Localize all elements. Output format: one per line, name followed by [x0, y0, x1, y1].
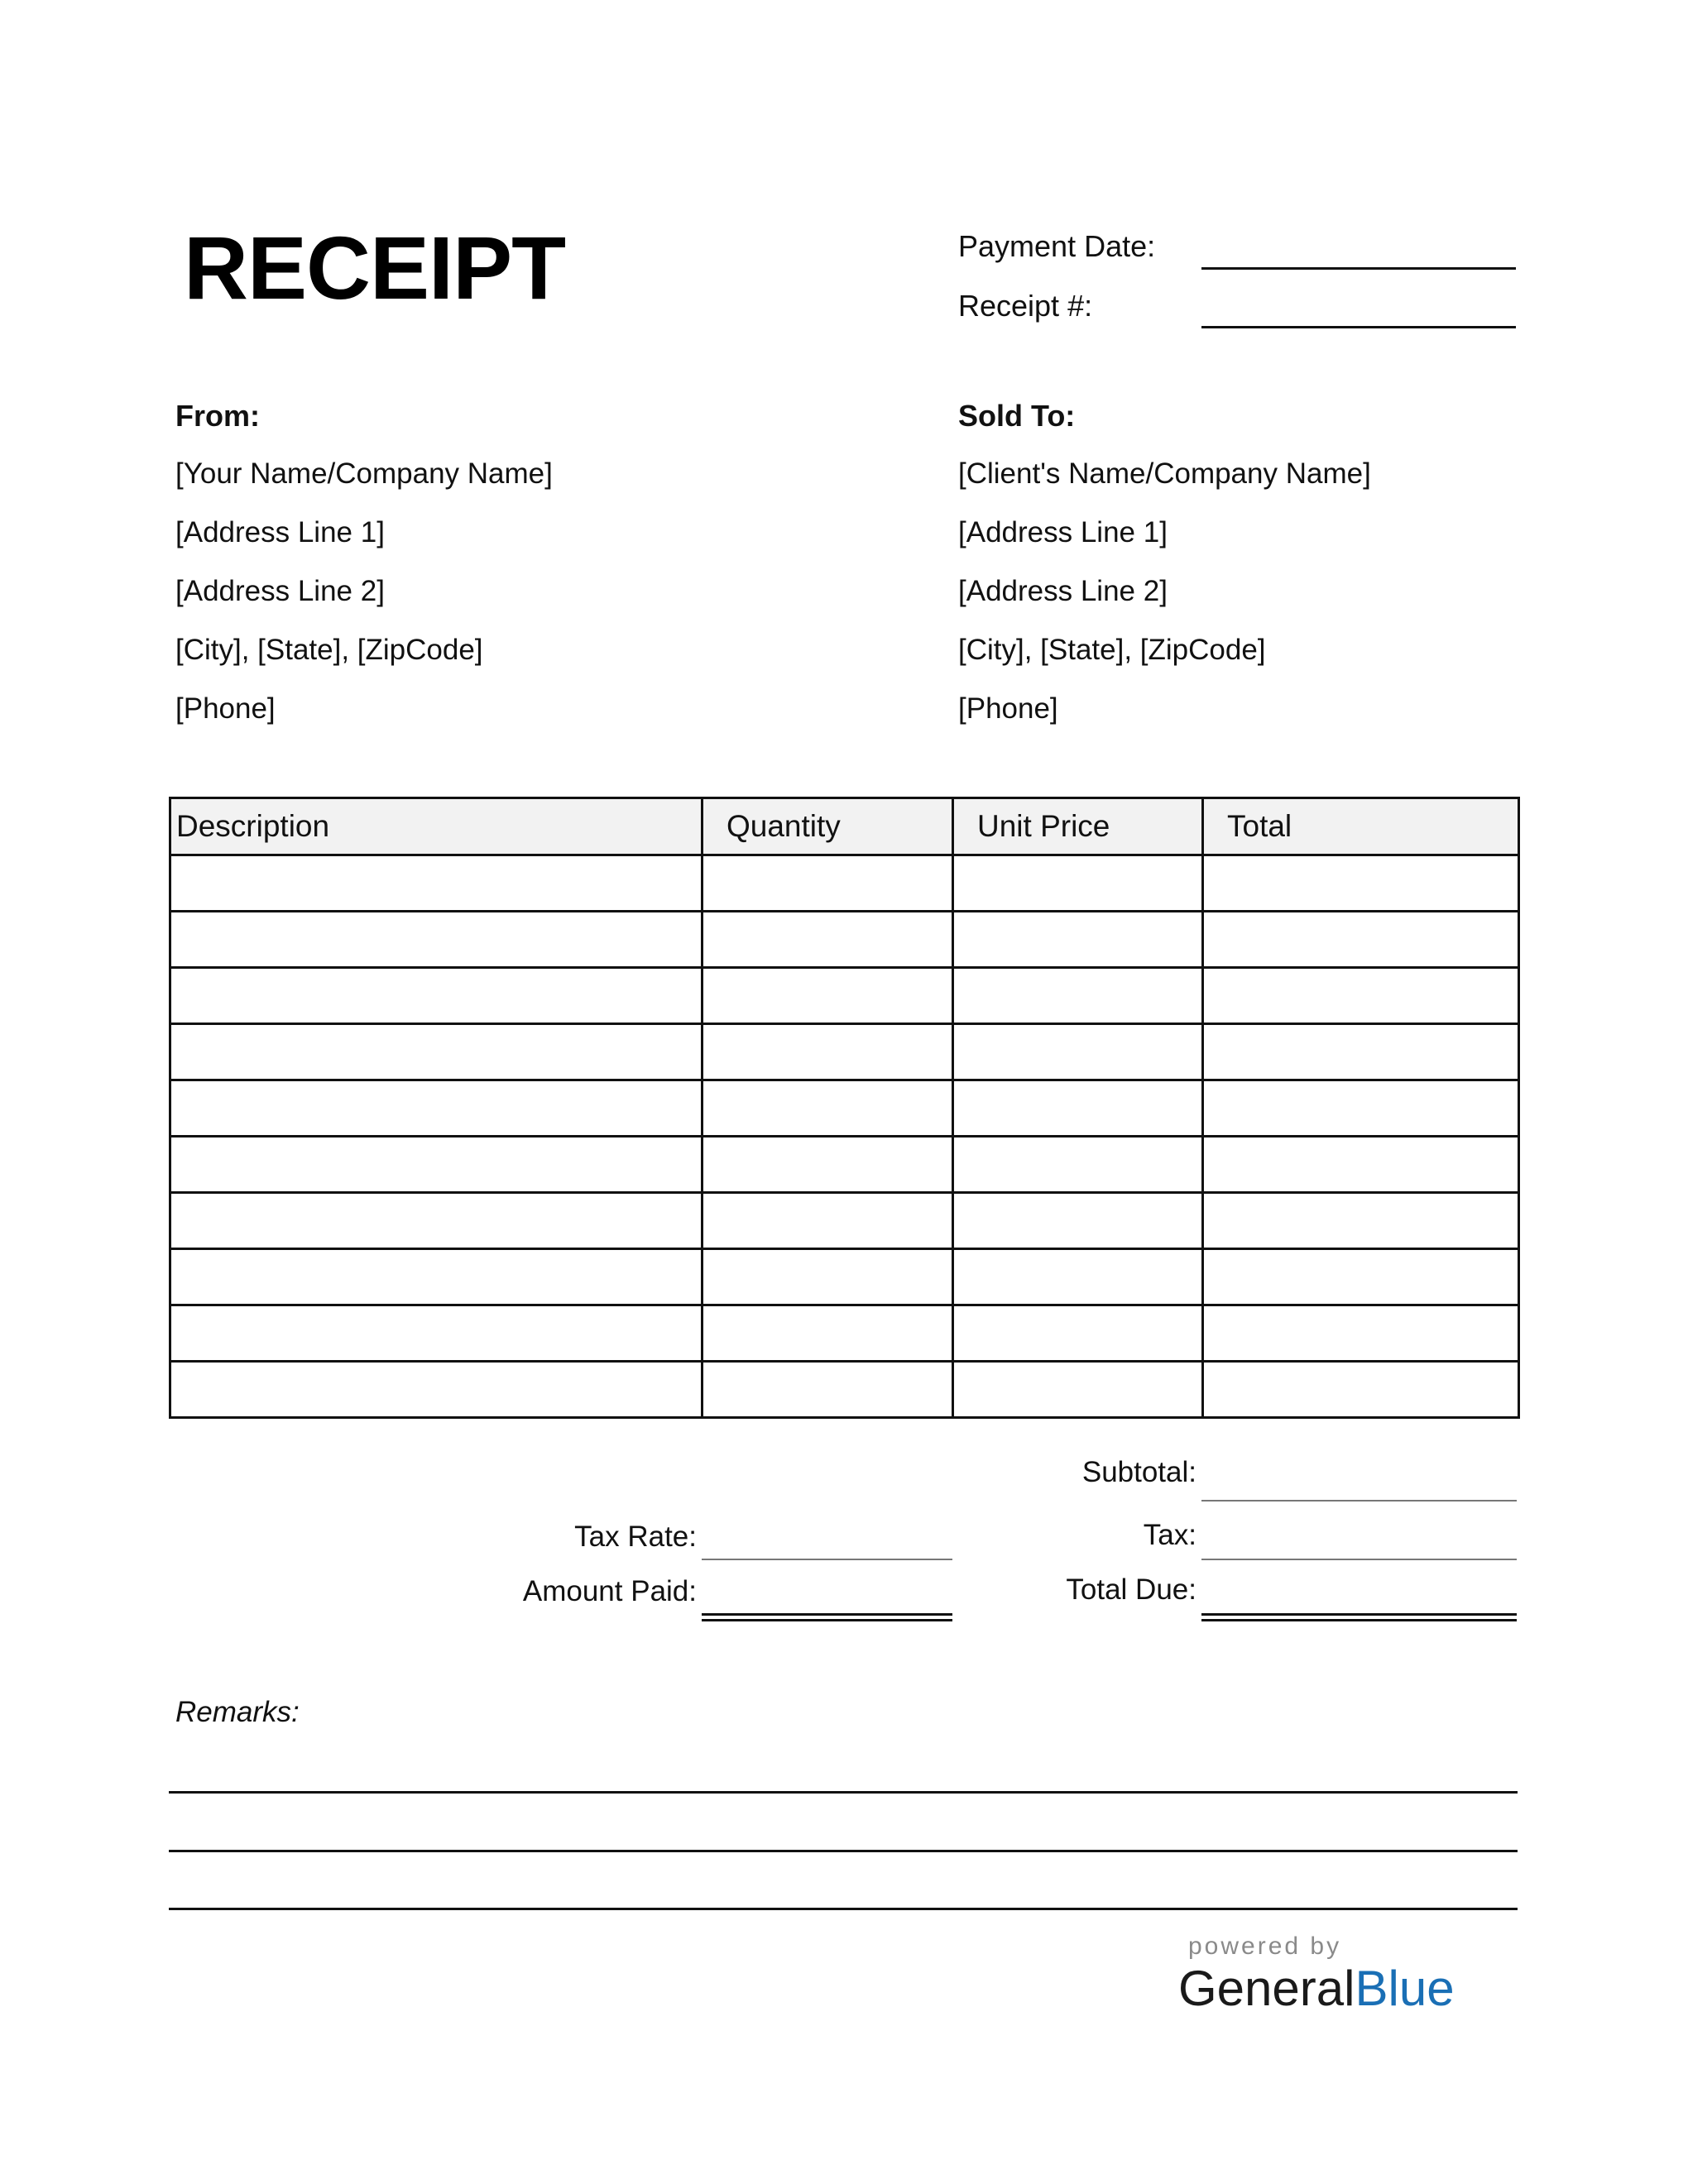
remarks-line-1[interactable] — [169, 1791, 1518, 1794]
cell-description[interactable] — [170, 1193, 703, 1249]
cell-quantity[interactable] — [703, 1080, 953, 1137]
cell-quantity[interactable] — [703, 1193, 953, 1249]
cell-quantity[interactable] — [703, 1024, 953, 1080]
from-city-state-zip: [City], [State], [ZipCode] — [175, 634, 483, 666]
remarks-label: Remarks: — [175, 1696, 300, 1728]
cell-description[interactable] — [170, 1137, 703, 1193]
total-due-field[interactable] — [1201, 1613, 1517, 1621]
subtotal-field[interactable] — [1201, 1500, 1517, 1502]
cell-unit-price[interactable] — [953, 1137, 1203, 1193]
cell-total[interactable] — [1203, 912, 1519, 968]
cell-unit-price[interactable] — [953, 968, 1203, 1024]
sold-to-heading: Sold To: — [958, 399, 1076, 433]
cell-description[interactable] — [170, 912, 703, 968]
table-row — [170, 855, 1519, 912]
cell-description[interactable] — [170, 1362, 703, 1418]
cell-unit-price[interactable] — [953, 1305, 1203, 1362]
logo-text-general: General — [1178, 1961, 1355, 2016]
cell-total[interactable] — [1203, 1193, 1519, 1249]
tax-rate-field[interactable] — [702, 1559, 952, 1560]
table-row — [170, 968, 1519, 1024]
sold-to-address-line-2: [Address Line 2] — [958, 575, 1168, 607]
tax-field[interactable] — [1201, 1559, 1517, 1560]
table-row — [170, 1362, 1519, 1418]
tax-label: Tax: — [1143, 1519, 1196, 1551]
tax-rate-label: Tax Rate: — [574, 1521, 697, 1553]
cell-quantity[interactable] — [703, 912, 953, 968]
receipt-number-label: Receipt #: — [958, 289, 1093, 323]
logo-text-blue: Blue — [1355, 1961, 1455, 2016]
powered-by-text: powered by — [1188, 1933, 1342, 1960]
sold-to-name: [Client's Name/Company Name] — [958, 457, 1371, 490]
cell-quantity[interactable] — [703, 1249, 953, 1305]
table-row — [170, 912, 1519, 968]
column-header-total: Total — [1203, 798, 1519, 855]
sold-to-city-state-zip: [City], [State], [ZipCode] — [958, 634, 1266, 666]
cell-quantity[interactable] — [703, 1362, 953, 1418]
cell-total[interactable] — [1203, 1080, 1519, 1137]
column-header-unit-price: Unit Price — [953, 798, 1203, 855]
subtotal-label: Subtotal: — [1081, 1456, 1196, 1488]
generalblue-logo — [1178, 1961, 1455, 2016]
cell-description[interactable] — [170, 1249, 703, 1305]
payment-date-label: Payment Date: — [958, 229, 1156, 263]
table-row — [170, 1080, 1519, 1137]
cell-quantity[interactable] — [703, 855, 953, 912]
cell-quantity[interactable] — [703, 1305, 953, 1362]
cell-total[interactable] — [1203, 1362, 1519, 1418]
table-row — [170, 1193, 1519, 1249]
column-header-quantity: Quantity — [703, 798, 953, 855]
cell-description[interactable] — [170, 1080, 703, 1137]
cell-unit-price[interactable] — [953, 1362, 1203, 1418]
cell-unit-price[interactable] — [953, 855, 1203, 912]
total-due-label: Total Due: — [1066, 1573, 1196, 1606]
column-header-description: Description — [170, 798, 703, 855]
table-row — [170, 1249, 1519, 1305]
cell-total[interactable] — [1203, 1024, 1519, 1080]
amount-paid-label: Amount Paid: — [522, 1575, 697, 1607]
sold-to-address-line-1: [Address Line 1] — [958, 516, 1168, 548]
payment-date-field[interactable] — [1201, 267, 1516, 270]
cell-description[interactable] — [170, 968, 703, 1024]
cell-unit-price[interactable] — [953, 1193, 1203, 1249]
cell-unit-price[interactable] — [953, 1249, 1203, 1305]
table-row — [170, 1137, 1519, 1193]
table-row — [170, 1024, 1519, 1080]
cell-total[interactable] — [1203, 1305, 1519, 1362]
table-row — [170, 1305, 1519, 1362]
from-heading: From: — [175, 399, 260, 433]
cell-description[interactable] — [170, 1305, 703, 1362]
cell-total[interactable] — [1203, 968, 1519, 1024]
sold-to-phone: [Phone] — [958, 692, 1058, 725]
receipt-number-field[interactable] — [1201, 326, 1516, 328]
cell-quantity[interactable] — [703, 968, 953, 1024]
from-phone: [Phone] — [175, 692, 276, 725]
cell-total[interactable] — [1203, 1249, 1519, 1305]
cell-description[interactable] — [170, 1024, 703, 1080]
cell-unit-price[interactable] — [953, 1024, 1203, 1080]
cell-total[interactable] — [1203, 1137, 1519, 1193]
remarks-line-2[interactable] — [169, 1850, 1518, 1852]
line-items-table — [169, 797, 1520, 1419]
receipt-title: RECEIPT — [184, 218, 566, 318]
cell-unit-price[interactable] — [953, 1080, 1203, 1137]
cell-quantity[interactable] — [703, 1137, 953, 1193]
cell-description[interactable] — [170, 855, 703, 912]
from-address-line-1: [Address Line 1] — [175, 516, 385, 548]
from-address-line-2: [Address Line 2] — [175, 575, 385, 607]
remarks-line-3[interactable] — [169, 1908, 1518, 1910]
cell-unit-price[interactable] — [953, 912, 1203, 968]
cell-total[interactable] — [1203, 855, 1519, 912]
table-header-row — [170, 798, 1519, 855]
from-name: [Your Name/Company Name] — [175, 457, 553, 490]
amount-paid-field[interactable] — [702, 1613, 952, 1621]
